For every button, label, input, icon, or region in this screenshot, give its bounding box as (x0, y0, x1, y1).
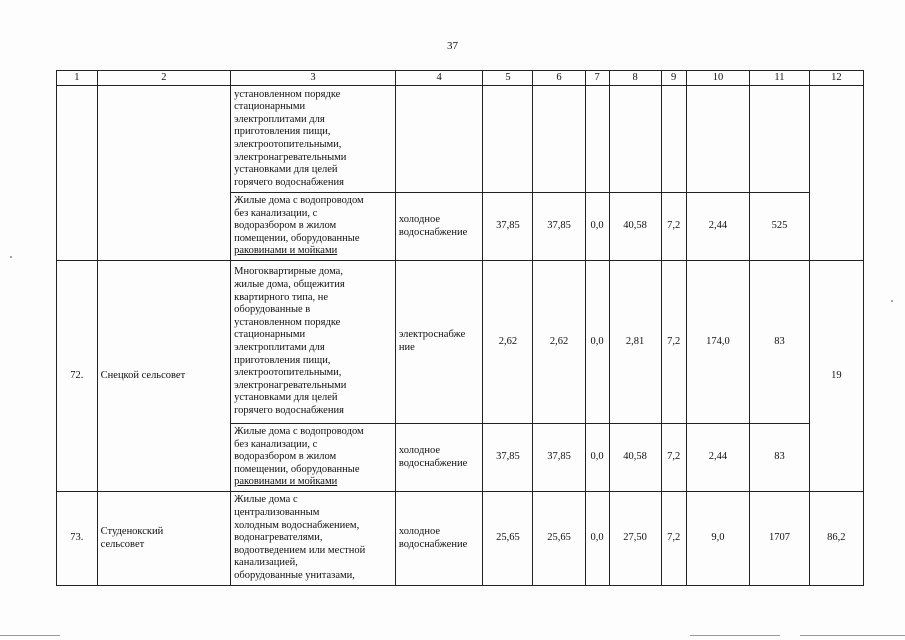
entry-number-cell: 73. (57, 492, 98, 586)
scan-speck (891, 300, 893, 302)
total-cell (809, 86, 863, 261)
text-line: стационарными (234, 329, 306, 341)
text-line: Многоквартирные дома, (234, 266, 343, 278)
entry-name-cell: Снецкой сельсовет (97, 261, 230, 492)
value-cell: 37,85 (483, 424, 533, 492)
text-line: горячего водоснабжения (234, 404, 344, 416)
table-row (57, 261, 864, 424)
header-cell: 6 (533, 71, 585, 86)
header-cell: 7 (585, 71, 609, 86)
header-cell: 10 (686, 71, 750, 86)
value-cell: 37,85 (533, 424, 585, 492)
text-line: стационарными (234, 101, 306, 113)
text-line: водоотведением или местной (234, 544, 366, 556)
value-cell: 27,50 (609, 492, 661, 586)
value-cell: 25,65 (483, 492, 533, 586)
text-line: установками для целей (234, 392, 338, 404)
value-cell: 40,58 (609, 424, 661, 492)
total-cell: 86,2 (809, 492, 863, 586)
header-cell: 4 (395, 71, 483, 86)
value-cell: 7,2 (661, 193, 686, 261)
value-cell: 7,2 (661, 261, 686, 424)
value-cell: 83 (750, 261, 809, 424)
header-cell: 3 (231, 71, 396, 86)
text-line: водоснабжение (398, 538, 468, 550)
text-line: Жилые дома с водопроводом (234, 195, 364, 207)
scan-edge-mark (0, 635, 60, 636)
housing-type-cell (231, 424, 396, 492)
text-line: приготовления пищи, (234, 126, 331, 138)
header-cell: 2 (97, 71, 230, 86)
text-line: электроотопительными, (234, 139, 342, 150)
text-line: сельсовет (100, 538, 145, 550)
text-line: оборудованные в (234, 304, 311, 316)
header-cell: 11 (750, 71, 809, 86)
value-cell: 2,62 (483, 261, 533, 424)
value-cell: 2,62 (533, 261, 585, 424)
value-cell: 0,0 (585, 424, 609, 492)
page-number: 37 (447, 40, 458, 52)
table-row (57, 86, 864, 193)
header-cell: 8 (609, 71, 661, 86)
text-line: Жилые дома с (234, 494, 298, 506)
header-cell: 9 (661, 71, 686, 86)
value-cell: 2,44 (686, 424, 750, 492)
text-line: электронагревательными (234, 151, 347, 163)
text-line: канализацией, (234, 557, 298, 569)
text-line: централизованным (234, 507, 320, 519)
value-cell: 7,2 (661, 424, 686, 492)
header-cell: 1 (57, 71, 98, 86)
text-line: оборудованные унитазами, (234, 569, 355, 581)
text-line: водоразбором в жилом (234, 220, 337, 232)
text-line: помещении, оборудованные (234, 232, 360, 244)
text-line: горячего водоснабжения (234, 176, 344, 188)
entry-number-cell (57, 86, 98, 261)
text-line: холодное (398, 444, 440, 456)
text-line: электронагревательными (234, 379, 347, 391)
value-cell: 174,0 (686, 261, 750, 424)
scan-speck (10, 256, 12, 258)
entry-name-cell (97, 492, 230, 586)
text-line: электроплитами для (234, 342, 325, 353)
text-line: установленном порядке (234, 88, 341, 100)
header-cell: 5 (483, 71, 533, 86)
service-cell (395, 424, 483, 492)
value-cell: 9,0 (686, 492, 750, 586)
value-cell: 37,85 (533, 193, 585, 261)
text-line: Студенокский (100, 525, 164, 537)
service-cell (395, 261, 483, 424)
value-cell: 525 (750, 193, 809, 261)
housing-type-cell (231, 193, 396, 261)
value-cell: 40,58 (609, 193, 661, 261)
value-cell: 83 (750, 424, 809, 492)
housing-type-cell (231, 261, 396, 424)
value-cell: 25,65 (533, 492, 585, 586)
scan-edge-mark (800, 635, 905, 636)
value-cell: 2,44 (686, 193, 750, 261)
value-cell: 2,81 (609, 261, 661, 424)
table-row (57, 492, 864, 586)
value-cell: 0,0 (585, 492, 609, 586)
text-line: жилые дома, общежития (234, 279, 345, 291)
text-line: электроотопительными, (234, 367, 342, 379)
text-line: водонагревателями, (234, 532, 323, 544)
value-cell: 7,2 (661, 492, 686, 586)
text-line: электроснабже (398, 329, 466, 341)
text-line: водоразбором в жилом (234, 451, 337, 463)
header-row (57, 71, 864, 86)
text-line: холодное (398, 213, 440, 225)
text-line: электроплитами для (234, 113, 325, 125)
total-cell: 19 (809, 261, 863, 492)
text-line: установленном порядке (234, 316, 341, 328)
value-cell: 0,0 (585, 193, 609, 261)
header-cell: 12 (809, 71, 863, 86)
text-line: Жилые дома с водопроводом (234, 426, 364, 438)
service-cell (395, 193, 483, 261)
text-line: раковинами и мойками (234, 245, 338, 257)
tariff-table (56, 70, 864, 586)
text-line: без канализации, с (234, 438, 318, 450)
text-line: ние (398, 342, 415, 353)
value-cell: 0,0 (585, 261, 609, 424)
value-cell: 37,85 (483, 193, 533, 261)
text-line: установками для целей (234, 164, 338, 176)
entry-name-cell (97, 86, 230, 261)
text-line: помещении, оборудованные (234, 463, 360, 475)
text-line: водоснабжение (398, 226, 468, 238)
text-line: холодным водоснабжением, (234, 519, 360, 531)
entry-number-cell: 72. (57, 261, 98, 492)
housing-type-cell (231, 86, 396, 193)
scan-edge-mark (690, 635, 780, 636)
text-line: водоснабжение (398, 457, 468, 469)
text-line: квартирного типа, не (234, 291, 329, 303)
housing-type-cell (231, 492, 396, 586)
service-cell (395, 86, 483, 193)
service-cell (395, 492, 483, 586)
text-line: без канализации, с (234, 207, 318, 219)
text-line: раковинами и мойками (234, 476, 338, 488)
text-line: холодное (398, 525, 440, 537)
text-line: приготовления пищи, (234, 354, 331, 366)
value-cell: 1707 (750, 492, 809, 586)
